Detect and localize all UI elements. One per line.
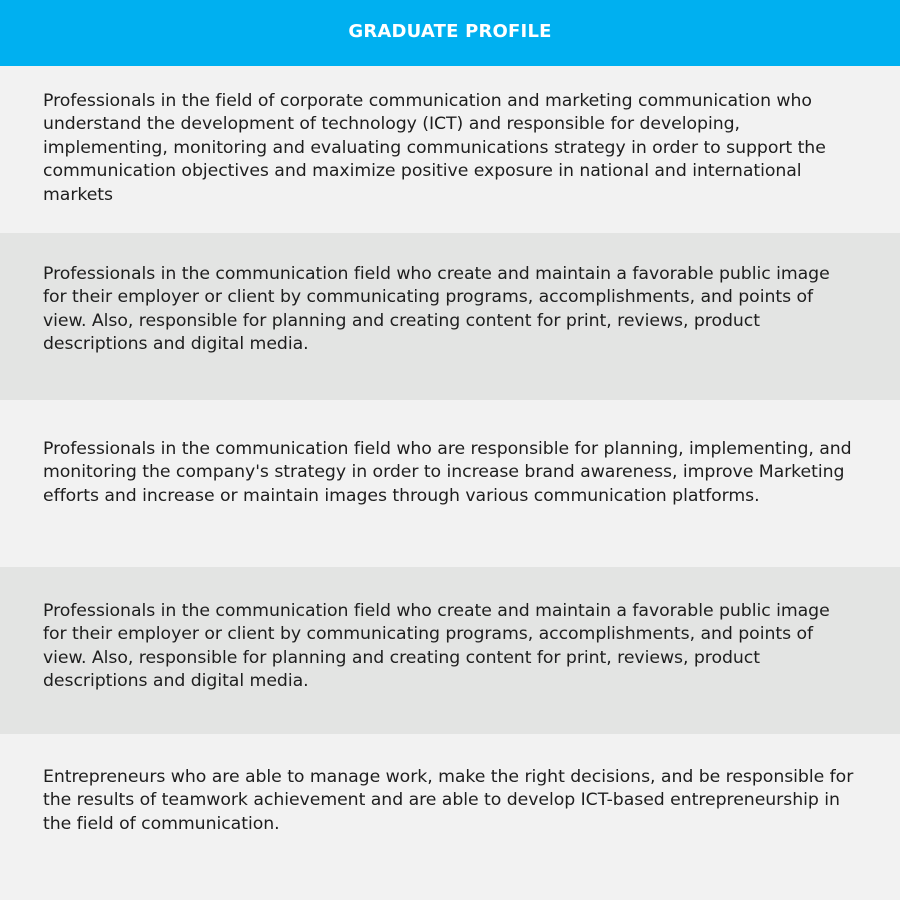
profile-list bbox=[0, 66, 900, 900]
profile-row bbox=[0, 400, 900, 567]
page-title: GRADUATE PROFILE bbox=[348, 20, 552, 42]
profile-row bbox=[0, 567, 900, 734]
profile-text: Professionals in the communication field who are responsible for planning, implementing, and monitoring the company's strategy in order to increase brand awareness, improve Marketing efforts and increase or maintain images through various communication platforms. bbox=[43, 439, 852, 506]
profile-row bbox=[0, 233, 900, 400]
profile-text: Professionals in the communication field who create and maintain a favorable public image for their employer or client by communicating programs, accomplishments, and points of view. Also, responsible for planning and creating content for print, reviews, product descriptions and digital media. bbox=[43, 264, 830, 355]
profile-text: Entrepreneurs who are able to manage work, make the right decisions, and be responsible for the results of teamwork achievement and are able to develop ICT-based entrepreneurship in the field of communication. bbox=[43, 767, 854, 834]
profile-row bbox=[0, 734, 900, 900]
profile-text: Professionals in the communication field who create and maintain a favorable public image for their employer or client by communicating programs, accomplishments, and points of view. Also, responsible for planning and creating content for print, reviews, product descriptions and digital media. bbox=[43, 601, 830, 692]
profile-row bbox=[0, 66, 900, 233]
header-bar bbox=[0, 0, 900, 66]
profile-text: Professionals in the field of corporate communication and marketing communication who understand the development of technology (ICT) and responsible for developing, implementing, monitoring and evaluating communications strategy in order to support the communication objectives and maximize positive exposure in national and international markets bbox=[43, 91, 826, 205]
